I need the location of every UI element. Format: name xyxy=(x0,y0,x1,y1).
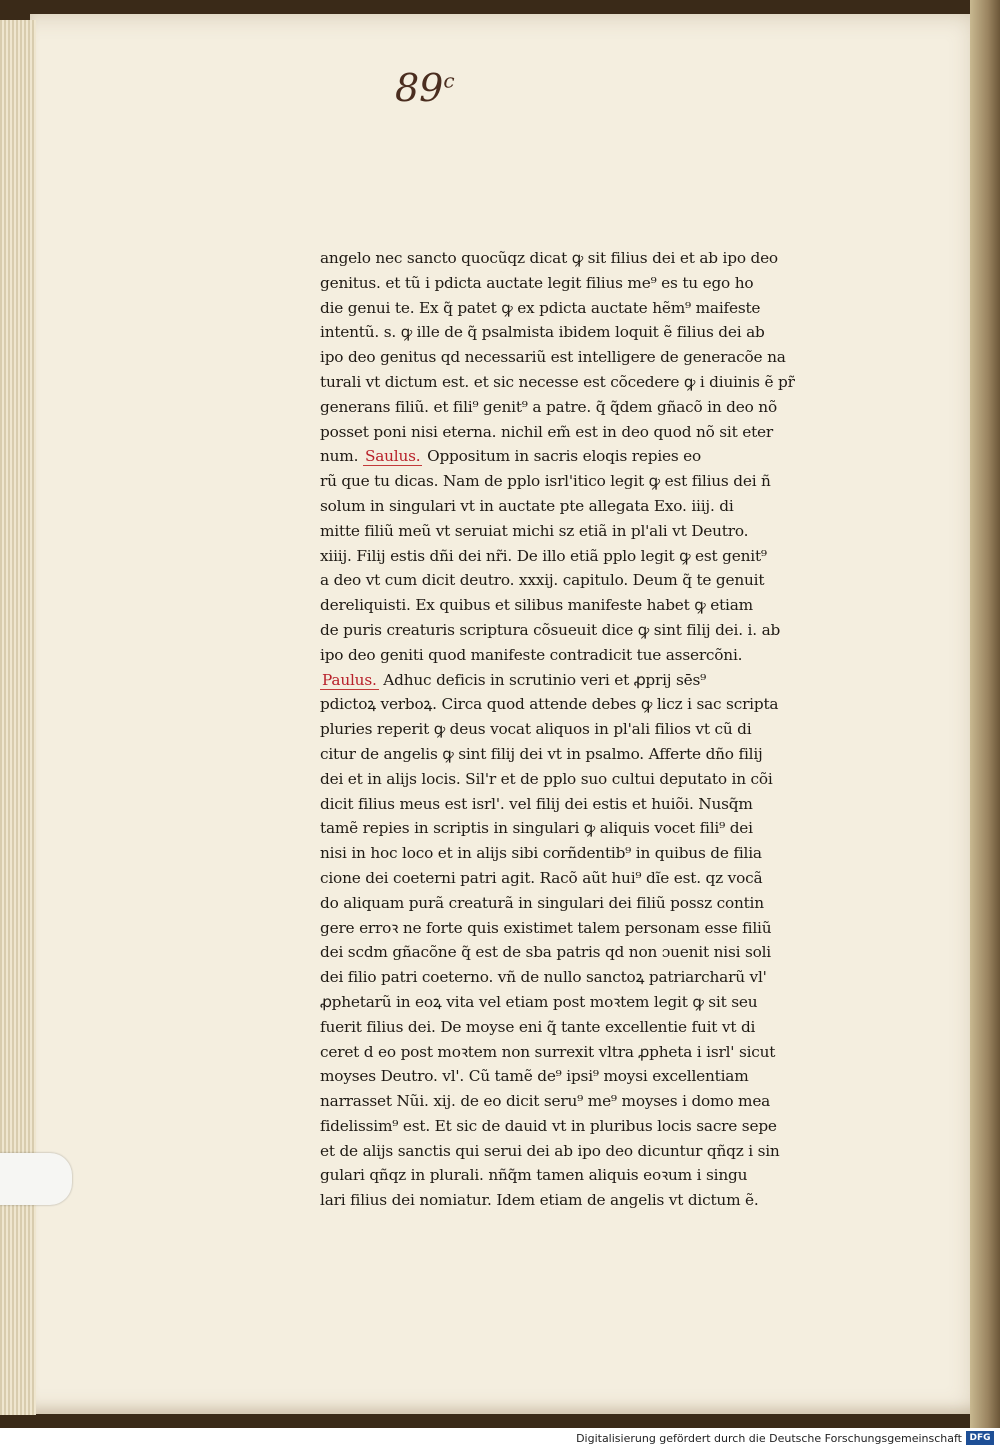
text-line: dei et in alijs locis. Sil'r et de pplo suo cultui deputato in cõi xyxy=(320,769,773,788)
text-line: intentũ. s. ꝙ ille de q̃ psalmista ibidem loquit ẽ filius dei ab xyxy=(320,323,765,342)
text-line: de puris creaturis scriptura cõsueuit dice ꝙ sint filij dei. i. ab xyxy=(320,620,781,639)
text-line: fuerit filius dei. De moyse eni q̃ tante excellentie fuit vt di xyxy=(320,1017,756,1036)
text-line: pdictoꝝ verboꝝ. Circa quod attende debes ꝙ licz i sac scripta xyxy=(320,695,779,714)
text-line: pluries reperit ꝙ deus vocat aliquos in pl'ali filios vt cũ di xyxy=(320,720,752,739)
text-line: solum in singulari vt in auctate pte allegata Exo. iiij. di xyxy=(320,496,734,515)
text-line: xiiij. Filij estis dñi dei nr̃i. De illo etiã pplo legit ꝙ est genit⁹ xyxy=(320,546,767,565)
text-line: ipo deo genitus qd necessariũ est intelligere de generacõe na xyxy=(320,348,786,367)
text-line: do aliquam purã creaturã in singulari dei filiũ possz contin xyxy=(320,893,764,912)
text-line: genitus. et tũ i pdicta auctate legit filius me⁹ es tu ego ho xyxy=(320,273,754,292)
rubric-marker: Saulus. xyxy=(364,447,421,466)
text-line: a deo vt cum dicit deutro. xxxij. capitulo. Deum q̃ te genuit xyxy=(320,571,765,590)
text-line: num. Saulus. Oppositum in sacris eloqis repies eo xyxy=(320,447,702,466)
text-line: gere erroꝛ ne forte quis existimet talem personam esse filiũ xyxy=(320,918,772,937)
text-line: dei scdm gñacõne q̃ est de sba patris qd non ɔuenit nisi soli xyxy=(320,943,771,962)
folio-number-value: 89 xyxy=(395,66,444,110)
text-line: narrasset Nũi. xij. de eo dicit seru⁹ me⁹ moyses i domo mea xyxy=(320,1092,771,1111)
text-line: angelo nec sancto quocũqz dicat ꝙ sit filius dei et ab ipo deo xyxy=(320,249,778,267)
text-block xyxy=(320,246,880,1213)
text-line: et de alijs sanctis qui serui dei ab ipo deo dicuntur qñqz i sin xyxy=(320,1141,780,1160)
folio-suffix: c xyxy=(443,68,455,93)
folio-number xyxy=(395,66,695,116)
text-line: posset poni nisi eterna. nichil em̃ est in deo quod nõ sit eter xyxy=(320,422,773,441)
text-line: turali vt dictum est. et sic necesse est cõcedere ꝙ i diuinis ẽ pr̃ xyxy=(320,372,795,391)
text-line: dei filio patri coeterno. vñ de nullo sanctoꝝ patriarcharũ vl' xyxy=(320,968,767,987)
text-line: nisi in hoc loco et in alijs sibi corñdentib⁹ in quibus de filia xyxy=(320,844,762,863)
text-line: generans filiũ. et fili⁹ genit⁹ a patre. q̃ q̃dem gñacõ in deo nõ xyxy=(320,397,777,416)
text-line: ceret d eo post moꝛtem non surrexit vltra ꝓpheta i isrl' sicut xyxy=(320,1042,776,1061)
text-line: die genui te. Ex q̃ patet ꝙ ex pdicta auctate hẽm⁹ maifeste xyxy=(320,298,761,317)
text-line: citur de angelis ꝙ sint filij dei vt in psalmo. Afferte dño filij xyxy=(320,744,763,763)
text-line: tamẽ repies in scriptis in singulari ꝙ aliquis vocet fili⁹ dei xyxy=(320,819,753,838)
text-line: moyses Deutro. vl'. Cũ tamẽ de⁹ ipsi⁹ moysi excellentiam xyxy=(320,1067,749,1086)
text-line: gulari qñqz in plurali. nñq̃m tamen aliquis eoꝛum i singu xyxy=(320,1166,748,1185)
text-line: fidelissim⁹ est. Et sic de dauid vt in pluribus locis sacre sepe xyxy=(320,1116,777,1135)
dfg-logo: DFG xyxy=(966,1431,994,1445)
text-line: mitte filiũ meũ vt seruiat michi sz etiã in pl'ali vt Deutro. xyxy=(320,521,749,540)
text-line: rũ que tu dicas. Nam de pplo isrl'itico legit ꝙ est filius dei ñ xyxy=(320,472,771,491)
page-fore-edge xyxy=(0,20,36,1415)
bookmark-tab xyxy=(0,1153,72,1205)
text-line: lari filius dei nomiatur. Idem etiam de angelis vt dictum ẽ. xyxy=(320,1191,759,1210)
text-line: Paulus. Adhuc deficis in scrutinio veri et ꝓprij sēs⁹ xyxy=(322,670,707,689)
text-line: dicit filius meus est isrl'. vel filij dei estis et huiõi. Nusq̃m xyxy=(320,794,753,813)
footer-bar xyxy=(0,1428,1000,1450)
book-page xyxy=(30,14,992,1414)
binding-edge xyxy=(970,0,1000,1428)
text-line: cione dei coeterni patri agit. Racõ aũt hui⁹ dĩe est. qz vocã xyxy=(320,868,763,887)
rubric-marker: Paulus. xyxy=(322,670,377,689)
text-line: ꝓphetarũ in eoꝝ vita vel etiam post moꝛtem legit ꝙ sit seu xyxy=(320,992,758,1011)
footer-credit: Digitalisierung gefördert durch die Deutsche Forschungsgemeinschaft xyxy=(576,1432,962,1445)
text-line: dereliquisti. Ex quibus et silibus manifeste habet ꝙ etiam xyxy=(320,596,753,615)
text-line: ipo deo geniti quod manifeste contradicit tue assercõni. xyxy=(320,645,743,664)
